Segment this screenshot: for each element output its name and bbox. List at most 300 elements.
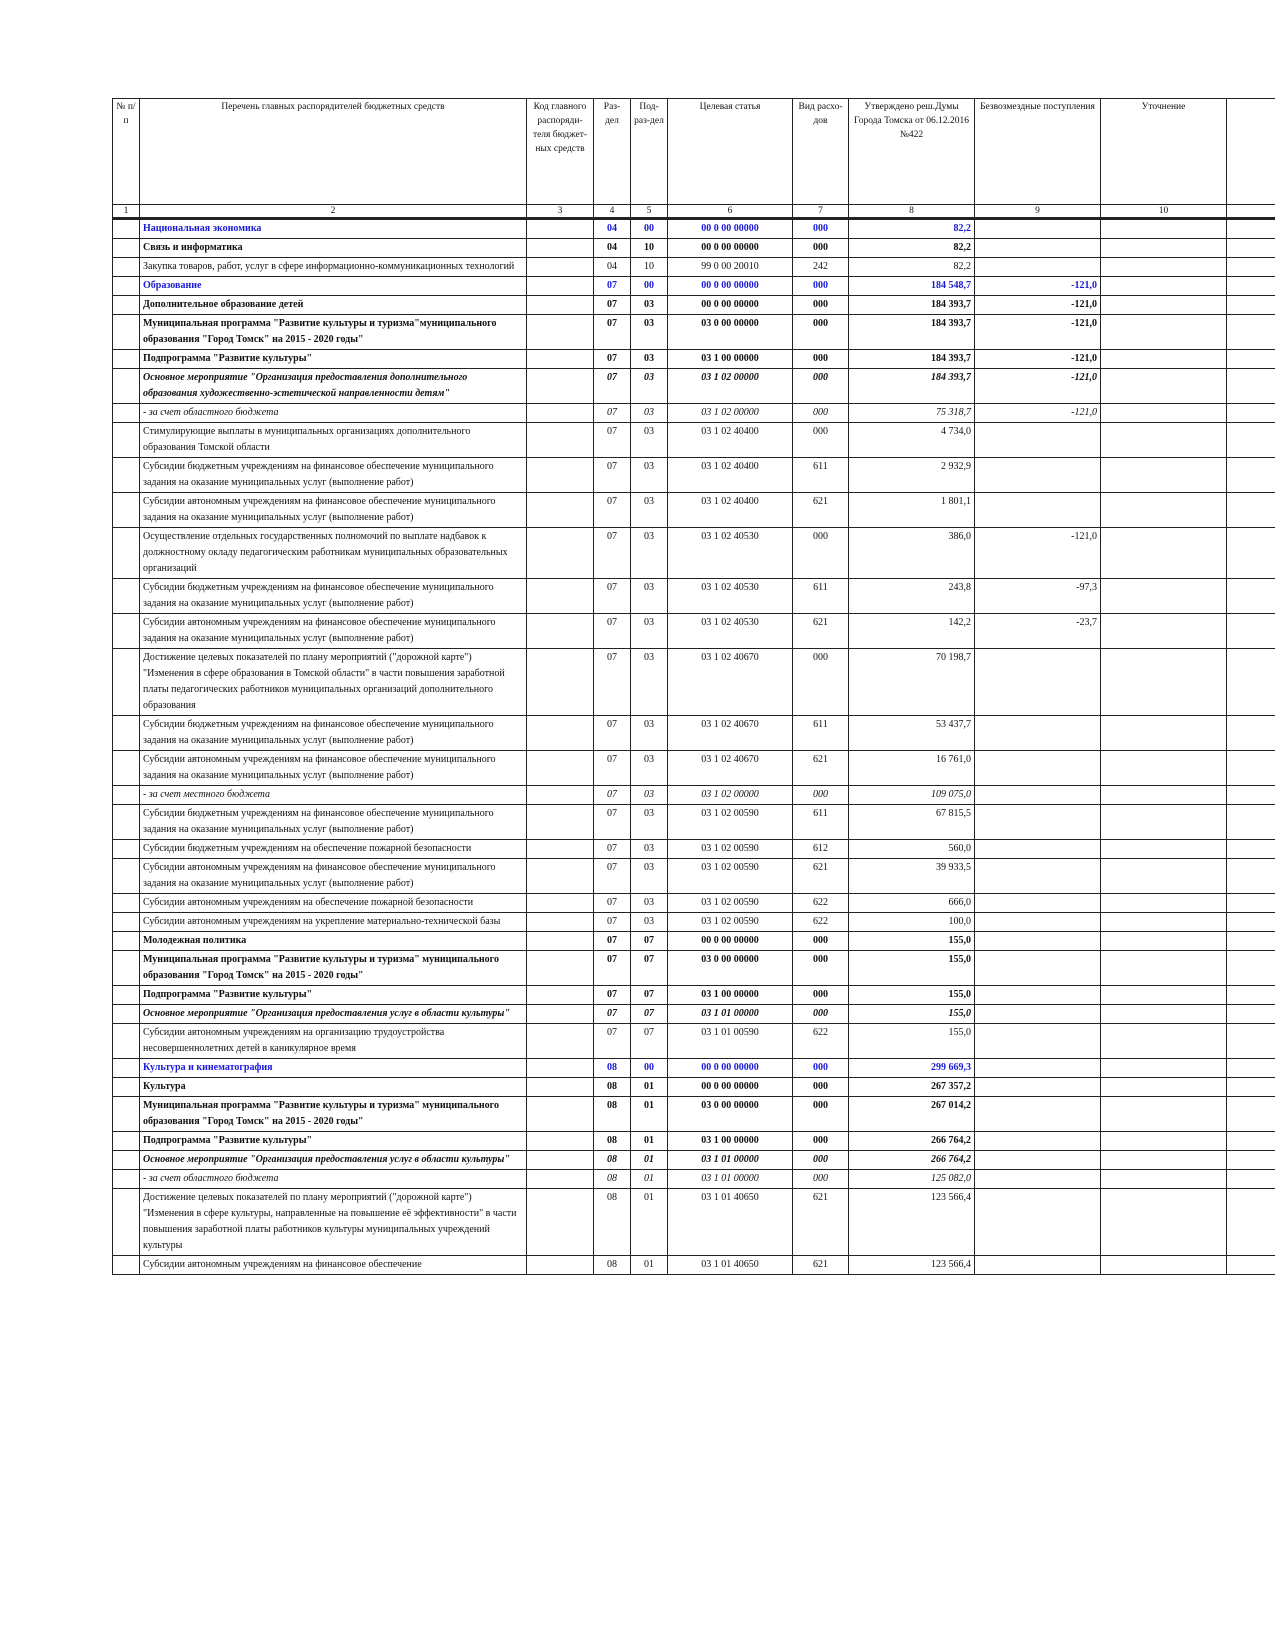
row-grants-amount [975, 1024, 1101, 1059]
row-number [113, 258, 140, 277]
row-number [113, 751, 140, 786]
row-subsection: 03 [631, 579, 668, 614]
row-target-article: 03 0 00 00000 [668, 1097, 793, 1132]
row-section: 07 [594, 951, 631, 986]
row-expense-type: 621 [793, 859, 849, 894]
row-extra [1227, 932, 1275, 951]
row-grants-amount [975, 786, 1101, 805]
row-expense-type: 621 [793, 614, 849, 649]
row-target-article: 00 0 00 00000 [668, 219, 793, 239]
row-extra [1227, 1059, 1275, 1078]
row-extra [1227, 350, 1275, 369]
row-extra [1227, 1078, 1275, 1097]
row-target-article: 03 1 02 40670 [668, 716, 793, 751]
row-admin-code [527, 1059, 594, 1078]
row-section: 07 [594, 614, 631, 649]
row-number [113, 239, 140, 258]
row-grants-amount: -97,3 [975, 579, 1101, 614]
row-grants-amount [975, 840, 1101, 859]
row-expense-type: 000 [793, 404, 849, 423]
row-extra [1227, 840, 1275, 859]
row-target-article: 03 1 02 00000 [668, 369, 793, 404]
row-admin-code [527, 1132, 594, 1151]
row-clarification [1101, 1189, 1227, 1256]
row-grants-amount [975, 913, 1101, 932]
table-row [113, 786, 1275, 805]
row-admin-code [527, 716, 594, 751]
row-clarification [1101, 932, 1227, 951]
row-extra [1227, 1024, 1275, 1059]
table-row [113, 1024, 1275, 1059]
row-extra [1227, 614, 1275, 649]
row-target-article: 00 0 00 00000 [668, 239, 793, 258]
row-name: Культура [140, 1078, 527, 1097]
row-approved-amount: 75 318,7 [849, 404, 975, 423]
row-approved-amount: 1 801,1 [849, 493, 975, 528]
row-target-article: 03 1 02 40400 [668, 423, 793, 458]
row-grants-amount [975, 859, 1101, 894]
row-section: 08 [594, 1078, 631, 1097]
row-target-article: 00 0 00 00000 [668, 296, 793, 315]
row-number [113, 493, 140, 528]
row-number [113, 1189, 140, 1256]
row-admin-code [527, 649, 594, 716]
row-target-article: 03 1 02 00590 [668, 913, 793, 932]
row-target-article: 03 1 02 40400 [668, 458, 793, 493]
row-expense-type: 611 [793, 458, 849, 493]
row-extra [1227, 369, 1275, 404]
row-number [113, 369, 140, 404]
row-number [113, 1078, 140, 1097]
row-clarification [1101, 239, 1227, 258]
table-row [113, 986, 1275, 1005]
row-grants-amount [975, 239, 1101, 258]
row-admin-code [527, 986, 594, 1005]
row-name: Субсидии автономным учреждениям на финансовое обеспечение муниципального задания на оказание муниципальных услуг (выполнение работ) [140, 614, 527, 649]
row-name: Субсидии автономным учреждениям на финансовое обеспечение муниципального задания на оказание муниципальных услуг (выполнение работ) [140, 859, 527, 894]
row-target-article: 03 1 02 00000 [668, 786, 793, 805]
row-approved-amount: 82,2 [849, 258, 975, 277]
row-clarification [1101, 315, 1227, 350]
row-clarification [1101, 1005, 1227, 1024]
row-number [113, 579, 140, 614]
table-row [113, 1005, 1275, 1024]
row-admin-code [527, 840, 594, 859]
row-grants-amount [975, 1189, 1101, 1256]
table-row [113, 1097, 1275, 1132]
col-num: 5 [631, 205, 668, 219]
row-clarification [1101, 840, 1227, 859]
row-target-article: 03 1 02 00590 [668, 840, 793, 859]
row-name: - за счет местного бюджета [140, 786, 527, 805]
col-num: 8 [849, 205, 975, 219]
col-header-no: № п/п [113, 99, 140, 205]
row-target-article: 00 0 00 00000 [668, 1059, 793, 1078]
row-grants-amount [975, 932, 1101, 951]
row-admin-code [527, 894, 594, 913]
row-name: Основное мероприятие "Организация предоставления дополнительного образования художественно-эстетической направленности детям" [140, 369, 527, 404]
row-approved-amount: 82,2 [849, 239, 975, 258]
row-grants-amount [975, 751, 1101, 786]
row-section: 07 [594, 528, 631, 579]
row-subsection: 01 [631, 1256, 668, 1275]
col-num: 4 [594, 205, 631, 219]
row-approved-amount: 184 548,7 [849, 277, 975, 296]
row-grants-amount [975, 649, 1101, 716]
row-name: Субсидии бюджетным учреждениям на финансовое обеспечение муниципального задания на оказание муниципальных услуг (выполнение работ) [140, 716, 527, 751]
row-admin-code [527, 258, 594, 277]
row-subsection: 01 [631, 1132, 668, 1151]
row-target-article: 03 1 02 00590 [668, 805, 793, 840]
row-name: Субсидии автономным учреждениям на финансовое обеспечение [140, 1256, 527, 1275]
row-expense-type: 242 [793, 258, 849, 277]
row-expense-type: 000 [793, 932, 849, 951]
table-row [113, 239, 1275, 258]
row-name: Достижение целевых показателей по плану мероприятий ("дорожной карте") "Изменения в сфере образования в Томской области" в части повышения заработной платы педагогических работников муниципальных организаций дополнительного образования [140, 649, 527, 716]
row-target-article: 03 1 01 40650 [668, 1189, 793, 1256]
table-row [113, 805, 1275, 840]
row-subsection: 03 [631, 859, 668, 894]
row-subsection: 03 [631, 786, 668, 805]
row-subsection: 03 [631, 840, 668, 859]
row-extra [1227, 1256, 1275, 1275]
table-row [113, 894, 1275, 913]
table-row [113, 219, 1275, 239]
row-admin-code [527, 951, 594, 986]
col-header-subsection: Под-раз-дел [631, 99, 668, 205]
table-row [113, 350, 1275, 369]
row-approved-amount: 123 566,4 [849, 1256, 975, 1275]
row-grants-amount: -121,0 [975, 315, 1101, 350]
row-target-article: 03 1 02 40670 [668, 751, 793, 786]
row-target-article: 03 1 02 40670 [668, 649, 793, 716]
row-grants-amount [975, 1097, 1101, 1132]
row-number [113, 1170, 140, 1189]
row-target-article: 03 1 02 00000 [668, 404, 793, 423]
row-name: Субсидии бюджетным учреждениям на финансовое обеспечение муниципального задания на оказание муниципальных услуг (выполнение работ) [140, 458, 527, 493]
row-grants-amount: -121,0 [975, 369, 1101, 404]
row-admin-code [527, 277, 594, 296]
col-num: 10 [1101, 205, 1227, 219]
row-name: Основное мероприятие "Организация предоставления услуг в области культуры" [140, 1005, 527, 1024]
row-extra [1227, 1170, 1275, 1189]
row-expense-type: 621 [793, 1189, 849, 1256]
row-target-article: 03 1 01 00000 [668, 1005, 793, 1024]
row-number [113, 404, 140, 423]
row-approved-amount: 100,0 [849, 913, 975, 932]
row-clarification [1101, 1078, 1227, 1097]
row-extra [1227, 859, 1275, 894]
row-extra [1227, 1189, 1275, 1256]
row-expense-type: 611 [793, 716, 849, 751]
row-extra [1227, 1005, 1275, 1024]
row-clarification [1101, 1256, 1227, 1275]
row-expense-type: 612 [793, 840, 849, 859]
row-target-article: 03 1 01 00000 [668, 1151, 793, 1170]
row-name: Осуществление отдельных государственных полномочий по выплате надбавок к должностному окладу педагогическим работникам муниципальных образовательных организаций [140, 528, 527, 579]
row-expense-type: 000 [793, 277, 849, 296]
col-header-target: Целевая статья [668, 99, 793, 205]
row-approved-amount: 125 082,0 [849, 1170, 975, 1189]
row-clarification [1101, 458, 1227, 493]
row-name: Культура и кинематография [140, 1059, 527, 1078]
row-name: Муниципальная программа "Развитие культуры и туризма"муниципального образования "Город Томск" на 2015 - 2020 годы" [140, 315, 527, 350]
row-clarification [1101, 1170, 1227, 1189]
row-admin-code [527, 493, 594, 528]
row-clarification [1101, 859, 1227, 894]
row-expense-type: 000 [793, 296, 849, 315]
row-target-article: 03 1 01 00000 [668, 1170, 793, 1189]
row-expense-type: 611 [793, 579, 849, 614]
row-extra [1227, 716, 1275, 751]
table-row [113, 493, 1275, 528]
table-row [113, 277, 1275, 296]
row-extra [1227, 649, 1275, 716]
row-extra [1227, 404, 1275, 423]
row-approved-amount: 155,0 [849, 1005, 975, 1024]
row-expense-type: 000 [793, 423, 849, 458]
row-subsection: 01 [631, 1151, 668, 1170]
row-section: 08 [594, 1132, 631, 1151]
col-header-grants: Безвозмездные поступления [975, 99, 1101, 205]
row-approved-amount: 266 764,2 [849, 1132, 975, 1151]
col-header-extra [1227, 99, 1275, 205]
row-approved-amount: 184 393,7 [849, 315, 975, 350]
row-admin-code [527, 1024, 594, 1059]
row-extra [1227, 277, 1275, 296]
row-expense-type: 000 [793, 649, 849, 716]
row-name: Субсидии автономным учреждениям на финансовое обеспечение муниципального задания на оказание муниципальных услуг (выполнение работ) [140, 493, 527, 528]
row-grants-amount [975, 1005, 1101, 1024]
table-row [113, 1132, 1275, 1151]
row-number [113, 716, 140, 751]
table-body [113, 219, 1275, 1275]
row-admin-code [527, 751, 594, 786]
row-expense-type: 000 [793, 315, 849, 350]
row-number [113, 296, 140, 315]
row-section: 08 [594, 1170, 631, 1189]
row-approved-amount: 266 764,2 [849, 1151, 975, 1170]
row-expense-type: 000 [793, 528, 849, 579]
row-section: 07 [594, 423, 631, 458]
col-num [1227, 205, 1275, 219]
row-approved-amount: 155,0 [849, 951, 975, 986]
row-grants-amount [975, 219, 1101, 239]
table-row [113, 315, 1275, 350]
row-target-article: 03 1 00 00000 [668, 1132, 793, 1151]
row-section: 08 [594, 1151, 631, 1170]
row-subsection: 00 [631, 219, 668, 239]
col-num: 1 [113, 205, 140, 219]
row-number [113, 951, 140, 986]
row-section: 07 [594, 859, 631, 894]
row-clarification [1101, 369, 1227, 404]
row-subsection: 03 [631, 894, 668, 913]
row-section: 07 [594, 369, 631, 404]
row-subsection: 03 [631, 649, 668, 716]
row-section: 07 [594, 649, 631, 716]
row-grants-amount [975, 1256, 1101, 1275]
row-approved-amount: 155,0 [849, 932, 975, 951]
row-expense-type: 622 [793, 894, 849, 913]
row-subsection: 07 [631, 1024, 668, 1059]
row-target-article: 00 0 00 00000 [668, 932, 793, 951]
row-expense-type: 611 [793, 805, 849, 840]
table-row [113, 751, 1275, 786]
row-expense-type: 000 [793, 219, 849, 239]
row-number [113, 219, 140, 239]
row-section: 07 [594, 1024, 631, 1059]
row-grants-amount [975, 493, 1101, 528]
row-target-article: 03 0 00 00000 [668, 951, 793, 986]
row-admin-code [527, 315, 594, 350]
row-section: 07 [594, 913, 631, 932]
row-grants-amount [975, 423, 1101, 458]
col-num: 9 [975, 205, 1101, 219]
row-approved-amount: 184 393,7 [849, 369, 975, 404]
table-row [113, 951, 1275, 986]
row-approved-amount: 184 393,7 [849, 350, 975, 369]
row-clarification [1101, 350, 1227, 369]
row-target-article: 00 0 00 00000 [668, 1078, 793, 1097]
row-approved-amount: 267 357,2 [849, 1078, 975, 1097]
row-section: 07 [594, 350, 631, 369]
row-admin-code [527, 932, 594, 951]
row-admin-code [527, 528, 594, 579]
row-extra [1227, 894, 1275, 913]
row-target-article: 03 1 02 00590 [668, 859, 793, 894]
row-admin-code [527, 219, 594, 239]
table-row [113, 369, 1275, 404]
row-admin-code [527, 805, 594, 840]
row-target-article: 03 1 02 40530 [668, 579, 793, 614]
row-clarification [1101, 528, 1227, 579]
row-number [113, 1059, 140, 1078]
row-clarification [1101, 716, 1227, 751]
row-extra [1227, 528, 1275, 579]
row-extra [1227, 1097, 1275, 1132]
row-name: Субсидии автономным учреждениям на обеспечение пожарной безопасности [140, 894, 527, 913]
row-extra [1227, 579, 1275, 614]
row-approved-amount: 142,2 [849, 614, 975, 649]
row-name: - за счет областного бюджета [140, 1170, 527, 1189]
row-clarification [1101, 219, 1227, 239]
row-clarification [1101, 258, 1227, 277]
row-clarification [1101, 805, 1227, 840]
row-extra [1227, 986, 1275, 1005]
table-row [113, 528, 1275, 579]
row-expense-type: 621 [793, 493, 849, 528]
row-number [113, 423, 140, 458]
row-subsection: 01 [631, 1078, 668, 1097]
row-expense-type: 000 [793, 951, 849, 986]
row-number [113, 786, 140, 805]
row-name: Достижение целевых показателей по плану мероприятий ("дорожной карте") "Изменения в сфере культуры, направленные на повышение её эффективности" в части повышения заработной платы работников культуры муниципальных учреждений культуры [140, 1189, 527, 1256]
row-expense-type: 000 [793, 1005, 849, 1024]
row-clarification [1101, 296, 1227, 315]
row-section: 07 [594, 404, 631, 423]
row-subsection: 01 [631, 1189, 668, 1256]
row-admin-code [527, 404, 594, 423]
row-section: 07 [594, 1005, 631, 1024]
table-row [113, 859, 1275, 894]
row-expense-type: 000 [793, 986, 849, 1005]
row-target-article: 99 0 00 20010 [668, 258, 793, 277]
row-target-article: 03 1 00 00000 [668, 350, 793, 369]
row-subsection: 03 [631, 296, 668, 315]
row-name: Субсидии бюджетным учреждениям на финансовое обеспечение муниципального задания на оказание муниципальных услуг (выполнение работ) [140, 579, 527, 614]
col-header-clarification: Уточнение [1101, 99, 1227, 205]
row-extra [1227, 315, 1275, 350]
row-clarification [1101, 751, 1227, 786]
row-extra [1227, 951, 1275, 986]
row-approved-amount: 155,0 [849, 1024, 975, 1059]
row-admin-code [527, 614, 594, 649]
row-admin-code [527, 458, 594, 493]
col-header-section: Раз-дел [594, 99, 631, 205]
row-approved-amount: 666,0 [849, 894, 975, 913]
row-approved-amount: 560,0 [849, 840, 975, 859]
row-approved-amount: 243,8 [849, 579, 975, 614]
row-grants-amount [975, 1170, 1101, 1189]
row-admin-code [527, 296, 594, 315]
row-section: 07 [594, 932, 631, 951]
table-row [113, 1189, 1275, 1256]
table-row [113, 258, 1275, 277]
row-grants-amount [975, 951, 1101, 986]
row-extra [1227, 493, 1275, 528]
row-approved-amount: 386,0 [849, 528, 975, 579]
row-approved-amount: 2 932,9 [849, 458, 975, 493]
budget-table [112, 98, 1275, 1275]
header-row [113, 99, 1275, 205]
row-number [113, 350, 140, 369]
row-target-article: 00 0 00 00000 [668, 277, 793, 296]
row-expense-type: 621 [793, 1256, 849, 1275]
row-section: 07 [594, 493, 631, 528]
row-name: Подпрограмма "Развитие культуры" [140, 350, 527, 369]
row-approved-amount: 155,0 [849, 986, 975, 1005]
row-target-article: 03 1 02 40530 [668, 528, 793, 579]
row-section: 08 [594, 1189, 631, 1256]
row-name: Субсидии автономным учреждениям на финансовое обеспечение муниципального задания на оказание муниципальных услуг (выполнение работ) [140, 751, 527, 786]
row-number [113, 1005, 140, 1024]
row-section: 04 [594, 258, 631, 277]
table-row [113, 932, 1275, 951]
row-grants-amount [975, 1078, 1101, 1097]
row-clarification [1101, 614, 1227, 649]
row-grants-amount [975, 716, 1101, 751]
row-target-article: 03 1 00 00000 [668, 986, 793, 1005]
row-clarification [1101, 894, 1227, 913]
row-clarification [1101, 579, 1227, 614]
row-grants-amount: -121,0 [975, 277, 1101, 296]
row-section: 08 [594, 1256, 631, 1275]
row-name: Муниципальная программа "Развитие культуры и туризма" муниципального образования "Город Томск" на 2015 - 2020 годы" [140, 1097, 527, 1132]
table-row [113, 579, 1275, 614]
row-grants-amount: -121,0 [975, 296, 1101, 315]
row-subsection: 03 [631, 350, 668, 369]
row-name: Национальная экономика [140, 219, 527, 239]
row-expense-type: 000 [793, 1097, 849, 1132]
row-clarification [1101, 277, 1227, 296]
col-header-expense-type: Вид расхо-дов [793, 99, 849, 205]
table-row [113, 1170, 1275, 1189]
row-number [113, 986, 140, 1005]
table-row [113, 1256, 1275, 1275]
row-number [113, 1256, 140, 1275]
row-subsection: 03 [631, 423, 668, 458]
